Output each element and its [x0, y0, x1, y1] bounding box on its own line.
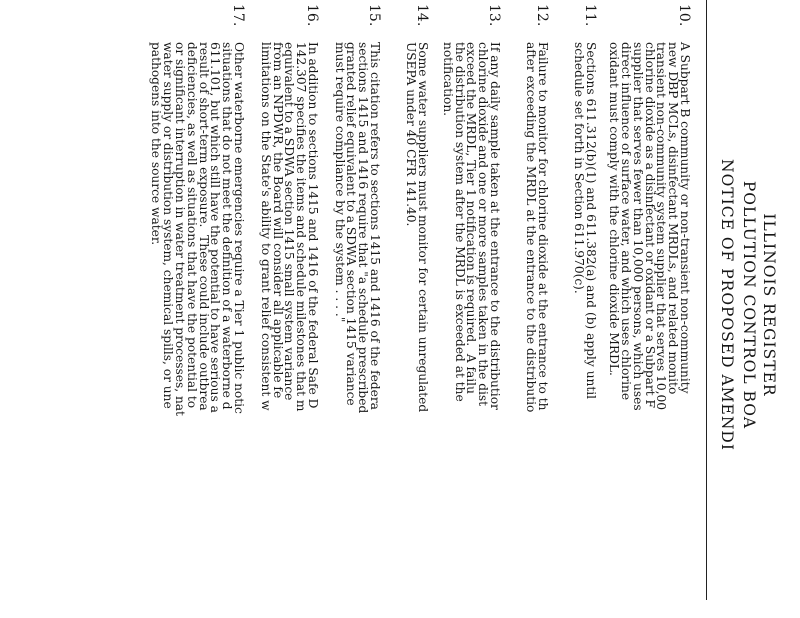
note-text [333, 42, 380, 612]
text-line: schedule set forth in Section 611.970(c). [572, 42, 587, 294]
text-line: notification. [440, 42, 455, 117]
text-line: from an NPDWR, the Board will consider all applicable fe [270, 42, 285, 399]
text-line: This citation refers to sections 1415 and 1416 of the federa [368, 42, 382, 410]
note-text [441, 42, 500, 612]
text-line: exceed the MRDL, Tier 1 notification is required. A failu [464, 42, 479, 394]
text-line: 611.101, but which still have the potential to have serious a [208, 42, 223, 413]
text-line: the distribution system after the MRDL is exceeded at the [452, 42, 467, 402]
note-number: 17. [230, 4, 246, 27]
text-line: result of short-term exposure. These could include outbrea [196, 42, 211, 411]
text-line: or significant interruption in water treatment processes, nat [173, 42, 188, 416]
text-line: direct influence of surface water, and which uses chlorine [619, 42, 634, 401]
note-number: 11. [582, 4, 598, 27]
text-line: limitations on the State's ability to grant relief consistent w [258, 42, 273, 411]
text-line: must require compliance by the system . . . ." [332, 42, 347, 323]
text-line: new DBP MCLs, disinfectant MRDLs, and related monito [666, 42, 681, 395]
note-number: 13. [486, 4, 502, 27]
note-text [607, 42, 690, 612]
text-line: supplier that serves fewer than 10,000 persons, which uses [630, 42, 645, 411]
text-line: A Subpart B community or non-transient non-community [678, 42, 692, 394]
note-text [524, 42, 548, 612]
note-number: 16. [304, 4, 320, 27]
register-title: ILLINOIS REGISTER [760, 213, 778, 397]
note-number: 10. [676, 4, 692, 27]
text-line: transient non-community system supplier that serves 10,00 [654, 42, 669, 411]
text-line: 142.307 specifies the items and schedule milestones that m [294, 42, 309, 412]
text-line: deficiencies, as well as situations that have the potential to [184, 42, 199, 409]
text-line: chlorine dioxide and one or more samples taken in the dist [476, 42, 491, 407]
note-number: 15. [366, 4, 382, 27]
note-text [150, 42, 244, 612]
notice-title: NOTICE OF PROPOSED AMENDI [718, 159, 736, 451]
text-line: pathogens into the source water. [149, 42, 164, 246]
note-text [572, 42, 596, 612]
note-text [404, 42, 428, 612]
text-line: Sections 611.312(b)(1) and 611.382(a) and (b) apply until [584, 42, 598, 400]
text-line: situations that do not meet the definition of a waterborne d [220, 42, 235, 410]
note-text [259, 42, 318, 612]
text-line: If any daily sample taken at the entrance to the distributior [488, 42, 502, 410]
text-line: sections 1415 and 1416 require that "a schedule prescribed [356, 42, 371, 414]
board-title: POLLUTION CONTROL BOA [740, 180, 758, 430]
text-line: after exceeding the MRDL at the entrance to the distributio [524, 42, 539, 413]
text-line: Other waterborne emergencies require a Tier 1 public notic [232, 42, 246, 414]
note-number: 12. [534, 4, 550, 27]
text-line: chlorine dioxide as a disinfectant or oxidant or a Subpart F [642, 42, 657, 408]
text-line: granted relief equivalent to a SDWA section 1415 variance [344, 42, 359, 406]
text-line: water supply or distribution system, chemical spills, or une [161, 42, 176, 409]
text-line: oxidant must comply with the chlorine dioxide MRDL. [607, 42, 622, 376]
text-line: Failure to monitor for chlorine dioxide at the entrance to th [536, 42, 550, 411]
text-line: Some water suppliers must monitor for certain unregulated [416, 42, 430, 413]
text-line: USEPA under 40 CFR 141.40. [404, 42, 419, 227]
header-divider [706, 0, 707, 600]
text-line: In addition to sections 1415 and 1416 of the federal Safe D [306, 42, 320, 409]
text-line: equivalent to a SDWA section 1415 small system variance [282, 42, 297, 401]
note-number: 14. [414, 4, 430, 27]
